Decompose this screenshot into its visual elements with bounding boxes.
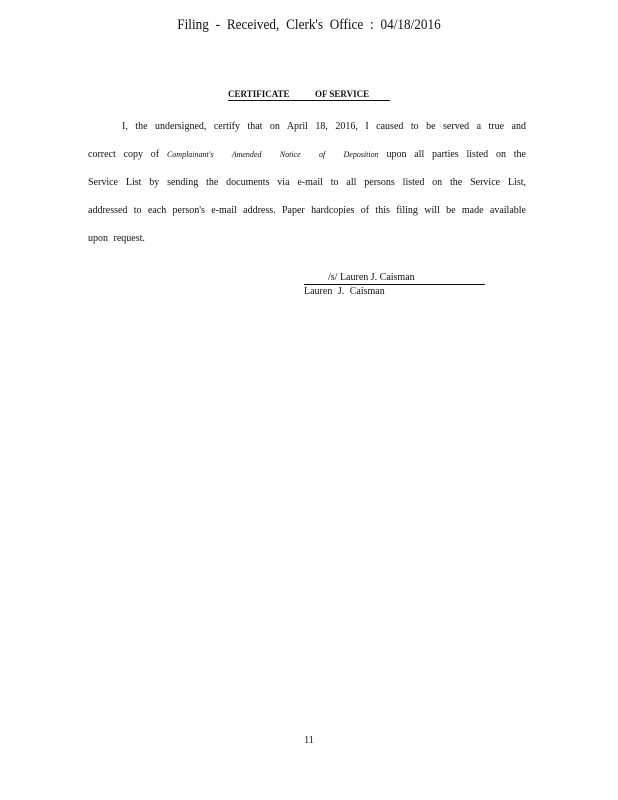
title-part-certificate: CERTIFICATE — [228, 89, 290, 99]
certificate-body — [88, 113, 526, 253]
filing-header: Filing - Received, Clerk's Office : 04/18/2016 — [177, 17, 441, 33]
document-title: Complainant's Amended Notice of Deposition — [166, 150, 379, 159]
body-text-b: upon all parties listed on the Service List by sending the documents via e-mail to all persons listed on the Service List, addressed to each person's e-mail address. Paper hardcopies of this filing will be made available upon request. — [88, 149, 526, 244]
certificate-title — [228, 89, 390, 101]
electronic-signature: /s/ Lauren J. Caisman — [328, 272, 415, 283]
signature-line — [304, 271, 485, 285]
body-text-a: I, the undersigned, certify that on April 18, 2016, I caused to be served a true and correct copy of — [88, 121, 526, 160]
signatory-name: Lauren J. Caisman — [304, 286, 385, 297]
page-number: 11 — [304, 735, 314, 746]
title-part-of-service: OF SERVICE — [315, 89, 370, 99]
